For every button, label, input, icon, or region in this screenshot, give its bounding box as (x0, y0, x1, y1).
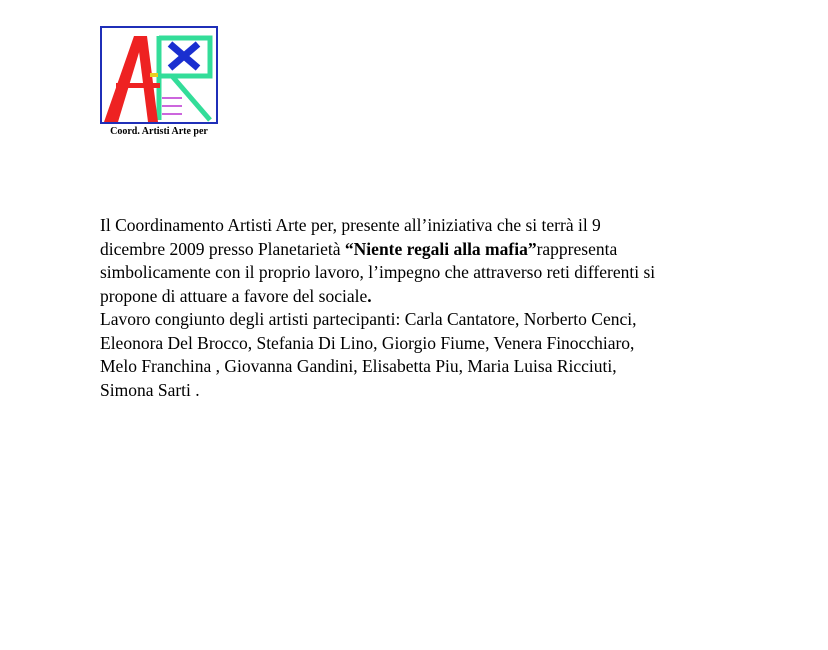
logo-letter-a (104, 36, 160, 122)
logo-graphic (102, 28, 216, 122)
body-line-2-end: rappresenta (536, 238, 618, 259)
body-line-5: Lavoro congiunto degli artisti partecipanti: Carla Cantatore, Norberto Cenci, (100, 309, 637, 329)
body-line-7: Melo Franchina , Giovanna Gandini, Elisabetta Piu, Maria Luisa Ricciuti, (100, 356, 617, 376)
body-line-3: simbolicamente con il proprio lavoro, l’impegno che attraverso reti differenti si (100, 262, 656, 282)
event-title: “Niente regali alla mafia” (344, 238, 537, 259)
body-line-2 (100, 238, 740, 262)
body-line-6: Eleonora Del Brocco, Stefania Di Lino, Giorgio Fiume, Venera Finocchiaro, (100, 332, 635, 353)
body-line-2-start: dicembre 2009 presso Planetarietà (100, 238, 345, 259)
logo-letter-x (170, 44, 198, 68)
logo-letter-r (159, 36, 210, 120)
logo-letter-e (162, 98, 182, 114)
body-line-4-text: propone di attuare a favore del sociale (100, 285, 368, 306)
logo (100, 26, 220, 137)
body-line-4 (100, 285, 740, 309)
body-line-8: Simona Sarti . (100, 379, 200, 400)
logo-mark (100, 26, 218, 124)
body-line-1: Il Coordinamento Artisti Arte per, presente all’iniziativa che si terrà il 9 (100, 215, 601, 235)
body-text (100, 214, 740, 402)
logo-caption: Coord. Artisti Arte per (110, 126, 208, 137)
body-line-4-period: . (367, 285, 372, 306)
logo-accent (150, 73, 158, 77)
